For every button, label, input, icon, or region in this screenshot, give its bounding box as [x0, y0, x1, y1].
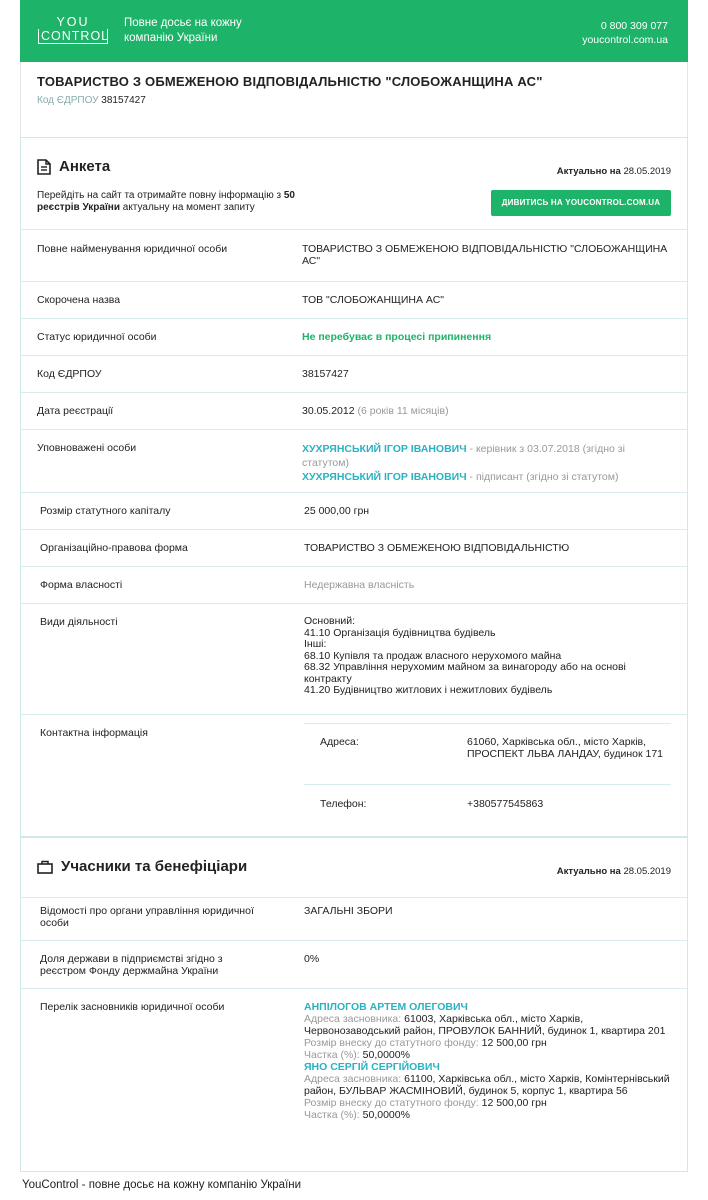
row-founders: [21, 989, 687, 1171]
activity-item: 68.10 Купівля та продаж власного нерухомого майна: [304, 649, 562, 662]
state-share-value: 0%: [304, 953, 320, 965]
row-status: [21, 319, 687, 356]
header-phone[interactable]: 0 800 309 077: [600, 20, 668, 32]
anketa-card: [20, 137, 688, 837]
contacts-label: Контактна інформація: [40, 727, 148, 739]
row-code: [21, 356, 687, 393]
founders-list: [304, 1001, 674, 1121]
short-name-value: ТОВ "СЛОБОЖАНЩИНА АС": [302, 294, 445, 306]
founders-label: Перелік засновників юридичної особи: [40, 1001, 225, 1013]
company-code-value: 38157427: [101, 95, 146, 106]
row-capital: [21, 493, 687, 530]
actual-date: 28.05.2019: [623, 866, 671, 877]
company-block: [20, 62, 688, 137]
company-title: ТОВАРИСТВО З ОБМЕЖЕНОЮ ВІДПОВІДАЛЬНІСТЮ "СЛОБОЖАНЩИНА АС": [37, 74, 543, 89]
row-state-share: [21, 941, 687, 989]
activity-item: 41.10 Організація будівництва будівель: [304, 626, 496, 639]
header-tagline: Повне досьє на кожну компанію України: [124, 17, 242, 44]
contact-phone-row: [304, 785, 671, 825]
row-activities: [21, 604, 687, 715]
actual-label: Актуально на: [556, 166, 621, 177]
founder-address: 61100, Харківська обл., місто Харків, Комінтернівський район, БУЛЬВАР ЖАСМІНОВИЙ, будинок 5, корпус 1, квартира 56: [304, 1073, 670, 1097]
activities-label: Види діяльності: [40, 616, 118, 628]
capital-label: Розмір статутного капіталу: [40, 505, 171, 517]
phone-value[interactable]: +380577545863: [467, 798, 544, 810]
registration-age: (6 років 11 місяців): [357, 405, 449, 417]
founder-entry: [304, 1001, 674, 1061]
authorized-person-1: [302, 442, 672, 470]
founder-share: 50,0000%: [362, 1049, 410, 1061]
company-code: [37, 95, 146, 106]
founder-contribution: 12 500,00 грн: [481, 1037, 547, 1049]
governance-label: Відомості про органи управління юридичної особи: [40, 905, 254, 929]
legal-form-value: ТОВАРИСТВО З ОБМЕЖЕНОЮ ВІДПОВІДАЛЬНІСТЮ: [304, 542, 570, 554]
founder-contribution-label: Розмір внеску до статутного фонду:: [304, 1037, 482, 1049]
anketa-title: [37, 158, 110, 175]
founder-share-label: Частка (%):: [304, 1049, 363, 1061]
page-footer: YouControl - повне досьє на кожну компанію України: [22, 1179, 302, 1191]
anketa-actual: [557, 166, 671, 177]
anketa-header: [21, 138, 687, 230]
founder-name-link[interactable]: ЯНО СЕРГІЙ СЕРГІЙОВИЧ: [304, 1061, 440, 1073]
participants-title: [37, 858, 247, 875]
site-header: [20, 0, 688, 62]
address-label: Адреса:: [320, 736, 359, 748]
participants-header: [21, 838, 687, 898]
code-value: 38157427: [302, 368, 349, 380]
participants-actual: [557, 866, 671, 877]
founder-name-link[interactable]: АНПІЛОГОВ АРТЕМ ОЛЕГОВИЧ: [304, 1001, 468, 1013]
logo-top-text: YOU: [56, 15, 90, 29]
founder-contribution-label: Розмір внеску до статутного фонду:: [304, 1097, 482, 1109]
authorized-person-1-link[interactable]: ХУХРЯНСЬКИЙ ІГОР ІВАНОВИЧ: [302, 443, 467, 455]
authorized-person-2-role: - підписант (згідно зі статутом): [466, 471, 619, 483]
legal-form-label: Організаційно-правова форма: [40, 542, 188, 554]
state-share-label: Доля держави в підприємстві згідно з реєстром Фонду держмайна України: [40, 953, 223, 977]
activity-item: 41.20 Будівництво житлових і нежитлових будівель: [304, 684, 553, 696]
row-contacts: [21, 715, 687, 837]
note-text-end: актуальну на момент запиту: [119, 202, 255, 213]
document-icon: [37, 159, 51, 175]
header-site[interactable]: youcontrol.com.ua: [582, 34, 668, 46]
row-authorized-persons: [21, 430, 687, 493]
contacts-table: [304, 723, 671, 825]
capital-value: 25 000,00 грн: [304, 505, 370, 517]
status-value: Не перебуває в процесі припинення: [302, 331, 492, 343]
founder-share: 50,0000%: [362, 1109, 410, 1121]
founder-address-label: Адреса засновника:: [304, 1073, 405, 1085]
anketa-title-text: Анкета: [59, 158, 111, 175]
authorized-value: [302, 442, 672, 484]
logo-bottom-text: CONTROL: [38, 29, 108, 44]
registration-date: 30.05.2012: [302, 405, 355, 417]
governance-value: ЗАГАЛЬНІ ЗБОРИ: [304, 905, 393, 917]
anketa-note: [37, 190, 307, 214]
code-label: Код ЄДРПОУ: [37, 368, 102, 380]
short-name-label: Скорочена назва: [37, 294, 121, 306]
briefcase-icon: [37, 860, 53, 874]
registration-label: Дата реєстрації: [37, 405, 114, 417]
activity-item: 68.32 Управління нерухомим майном за винагороду або на основі контракту: [304, 661, 626, 685]
view-on-youcontrol-button[interactable]: ДИВИТИСЬ НА YOUCONTROL.COM.UA: [491, 190, 671, 216]
address-value: 61060, Харківська обл., місто Харків, ПРОСПЕКТ ЛЬВА ЛАНДАУ, будинок 171: [467, 736, 664, 760]
participants-card: [20, 837, 688, 1172]
authorized-person-1-role: - керівник з 03.07.2018 (згідно зі статутом): [302, 443, 625, 469]
youcontrol-logo[interactable]: [38, 15, 108, 44]
founder-entry: [304, 1061, 674, 1121]
authorized-person-2-link[interactable]: ХУХРЯНСЬКИЙ ІГОР ІВАНОВИЧ: [302, 471, 467, 483]
activity-other-heading: Інші:: [304, 638, 327, 650]
founder-address: 61003, Харківська обл., місто Харків, Червонозаводський район, ПРОВУЛОК БАННИЙ, будинок 1, квартира 201: [304, 1013, 666, 1037]
ownership-value: Недержавна власність: [304, 579, 415, 591]
row-short-name: [21, 282, 687, 319]
row-legal-form: [21, 530, 687, 567]
registration-value: [302, 405, 672, 417]
ownership-label: Форма власності: [40, 579, 123, 591]
actual-label: Актуально на: [556, 866, 621, 877]
founder-contribution: 12 500,00 грн: [481, 1097, 547, 1109]
full-name-label: Повне найменування юридичної особи: [37, 243, 228, 255]
note-bold: 50 реєстрів України: [37, 190, 295, 213]
company-code-label: Код ЄДРПОУ: [37, 95, 99, 106]
activity-main-heading: Основний:: [304, 615, 356, 627]
row-registration-date: [21, 393, 687, 430]
contact-address-row: [304, 724, 671, 785]
founder-share-label: Частка (%):: [304, 1109, 363, 1121]
header-contact: [582, 19, 668, 47]
participants-title-text: Учасники та бенефіціари: [61, 858, 248, 875]
row-full-name: [21, 230, 687, 282]
full-name-value: ТОВАРИСТВО З ОБМЕЖЕНОЮ ВІДПОВІДАЛЬНІСТЮ "СЛОБОЖАНЩИНА АС": [302, 243, 668, 267]
authorized-label: Уповноважені особи: [37, 442, 137, 454]
authorized-person-2: [302, 470, 672, 484]
activities-list: [304, 616, 664, 697]
row-ownership: [21, 567, 687, 604]
phone-label: Телефон:: [320, 798, 367, 810]
founder-address-label: Адреса засновника:: [304, 1013, 405, 1025]
status-label: Статус юридичної особи: [37, 331, 157, 343]
row-governance: [21, 898, 687, 941]
actual-date: 28.05.2019: [623, 166, 671, 177]
note-text: Перейдіть на сайт та отримайте повну інформацію з: [37, 190, 284, 201]
